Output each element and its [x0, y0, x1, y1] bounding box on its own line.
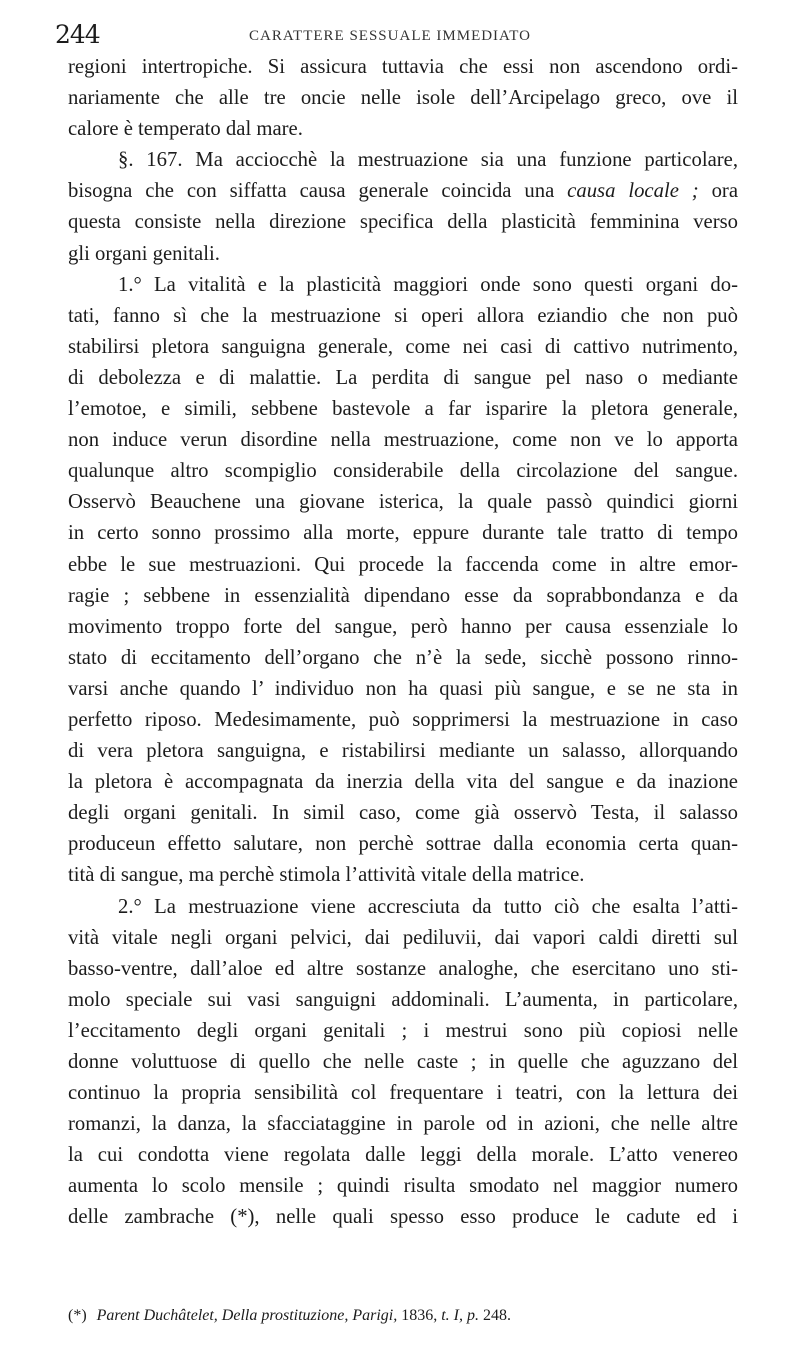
text-line: movimento troppo forte del sangue, però hanno per causa essenziale lo: [68, 615, 738, 638]
running-title: CARATTERE SESSUALE IMMEDIATO: [249, 28, 531, 44]
text-line: ebbe le sue mestruazioni. Qui procede la faccenda come in altre emor-: [68, 553, 738, 576]
text-line: degli organi genitali. In simil caso, come già osservò Testa, il salasso: [68, 802, 738, 825]
text-line: Osservò Beauchene una giovane isterica, la quale passò quindici giorni: [68, 491, 738, 514]
text-line: 2.° La mestruazione viene accresciuta da tutto ciò che esalta l’atti-: [118, 895, 738, 918]
text-line: varsi anche quando l’ individuo non ha quasi più sangue, e se ne sta in: [68, 677, 738, 700]
text-line: continuo la propria sensibilità col frequentare i teatri, con la lettura dei: [68, 1082, 738, 1105]
text-line: la cui condotta viene regolata dalle leggi della morale. L’atto venereo: [68, 1144, 738, 1167]
text-line: stabilirsi pletora sanguigna generale, come nei casi di cattivo nutrimento,: [68, 335, 738, 358]
text-line: l’emotoe, e simili, sebbene bastevole a far isparire la pletora generale,: [68, 398, 738, 421]
text-line: qualunque altro scompiglio considerabile della circolazione del sangue.: [68, 460, 738, 483]
text-line: non induce verun disordine nella mestruazione, come non ve lo apporta: [68, 429, 738, 452]
text-line: §. 167. Ma acciocchè la mestruazione sia una funzione particolare,: [118, 149, 738, 172]
text-line: perfetto riposo. Medesimamente, può sopprimersi la mestruazione in caso: [68, 708, 738, 731]
page-number: 244: [55, 20, 100, 49]
footnote-page: 248.: [479, 1307, 511, 1324]
text-line: regioni intertropiche. Si assicura tuttavia che essi non ascendono ordi-: [68, 56, 738, 78]
italic-phrase: causa locale ;: [567, 180, 699, 203]
body-text: [68, 52, 738, 1234]
text-line: produceun effetto salutare, non perchè sottrae dalla economia certa quan-: [68, 833, 738, 856]
text-line: [68, 176, 738, 207]
text-line: aumenta lo scolo mensile ; quindi risulta smodato nel maggior numero: [68, 1175, 738, 1198]
text-line: in certo sonno prossimo alla morte, eppure durante tale tratto di tempo: [68, 522, 738, 545]
text-line: molo speciale sui vasi sanguigni addominali. L’aumenta, in particolare,: [68, 988, 738, 1011]
text-line: gli organi genitali.: [68, 242, 220, 265]
text-line: tità di sangue, ma perchè stimola l’attività vitale della matrice.: [68, 864, 585, 887]
text-line: di vera pletora sanguigna, e ristabilirsi mediante un salasso, allorquando: [68, 740, 738, 763]
text-line: romanzi, la danza, la sfacciataggine in parole od in azioni, che nelle altre: [68, 1113, 738, 1136]
text-line: ragie ; sebbene in essenzialità dipendano esse da soprabbondanza e da: [68, 584, 738, 607]
text-line: questa consiste nella direzione specifica della plasticità femminina verso: [68, 211, 738, 234]
footnote-citation: Parent Duchâtelet, Della prostituzione, Parigi,: [96, 1307, 398, 1324]
text-line: 1.° La vitalità e la plasticità maggiori onde sono questi organi do-: [118, 273, 738, 296]
text-line: tati, fanno sì che la mestruazione si operi allora eziandio che non può: [68, 304, 738, 327]
text-line: l’eccitamento degli organi genitali ; i mestrui sono più copiosi nelle: [68, 1019, 738, 1042]
text-segment: ora: [698, 180, 738, 203]
text-line: calore è temperato dal mare.: [68, 118, 303, 141]
footnote-year: 1836,: [397, 1307, 442, 1324]
text-line: di debolezza e di malattie. La perdita di sangue pel naso o mediante: [68, 366, 738, 389]
footnote: [68, 1305, 738, 1327]
text-line: basso-ventre, dall’aloe ed altre sostanze analoghe, che esercitano uno sti-: [68, 957, 738, 980]
text-line: nariamente che alle tre oncie nelle isole dell’Arcipelago greco, ove il: [68, 87, 738, 110]
text-line: donne voluttuose di quello che nelle caste ; in quelle che aguzzano del: [68, 1051, 738, 1073]
text-line: vità vitale negli organi pelvici, dai pediluvii, dai vapori caldi diretti sul: [68, 926, 738, 949]
text-line: stato di eccitamento dell’organo che n’è la sede, sicchè possono rinno-: [68, 646, 738, 669]
footnote-marker: (*): [68, 1307, 87, 1324]
footnote-volume: t. I, p.: [441, 1307, 479, 1324]
text-segment: bisogna che con siffatta causa generale coincida una: [68, 180, 568, 203]
text-line: la pletora è accompagnata da inerzia della vita del sangue e da inazione: [68, 771, 738, 794]
text-line: delle zambrache (*), nelle quali spesso esso produce le cadute ed i: [68, 1206, 738, 1229]
running-head: [55, 20, 755, 52]
